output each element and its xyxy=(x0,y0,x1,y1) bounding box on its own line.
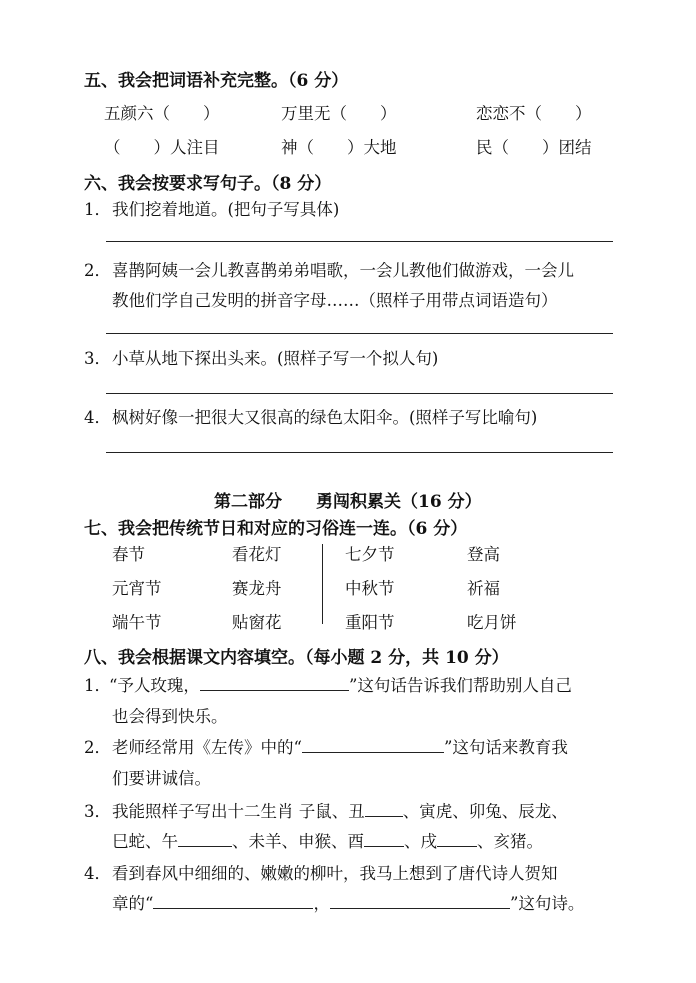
idiom-2: 万里无（ ） xyxy=(281,104,397,123)
s8-q3-blank-ox[interactable] xyxy=(365,800,403,817)
s8-q3-text-a: 我能照样子写出十二生肖 子鼠、丑 xyxy=(112,802,365,821)
s8-q1-blank[interactable] xyxy=(200,674,349,691)
s8-q4-line2 xyxy=(112,890,584,914)
s6-q2-answer-line[interactable] xyxy=(106,333,613,334)
s8-q3-line1 xyxy=(112,798,568,822)
s8-q4-text-d: ”这句诗。 xyxy=(509,894,585,913)
festival-spring[interactable]: 春节 xyxy=(112,545,145,564)
s6-q3-text: 小草从地下探出头来。(照样子写一个拟人句) xyxy=(112,349,439,368)
idiom-5: 神（ ）大地 xyxy=(281,138,397,157)
festival-qixi[interactable]: 七夕节 xyxy=(345,545,395,564)
s8-q2-blank[interactable] xyxy=(302,736,444,753)
s8-q3-number: 3． xyxy=(84,802,111,821)
section7-title: 七、我会把传统节日和对应的习俗连一连。（6 分） xyxy=(84,519,468,539)
festival-lantern[interactable]: 元宵节 xyxy=(112,579,162,598)
s8-q1-number: 1． xyxy=(84,676,111,695)
s8-q2-text-c: 们要讲诚信。 xyxy=(112,769,211,788)
s6-q2-text-line2: 教他们学自己发明的拼音字母……（照样子用带点词语造句） xyxy=(112,291,558,310)
custom-pray[interactable]: 祈福 xyxy=(467,579,500,598)
s8-q3-line2 xyxy=(112,828,543,852)
s8-q3-text-b: 、寅虎、卯兔、辰龙、 xyxy=(402,802,568,821)
custom-paper-cut[interactable]: 贴窗花 xyxy=(232,613,282,632)
part2-title: 第二部分 勇闯积累关（16 分） xyxy=(214,492,482,512)
custom-dragon-boat[interactable]: 赛龙舟 xyxy=(232,579,282,598)
festival-mid-autumn[interactable]: 中秋节 xyxy=(345,579,395,598)
idiom-6: 民（ ）团结 xyxy=(476,138,592,157)
s8-q1-line1 xyxy=(109,672,572,696)
custom-climb[interactable]: 登高 xyxy=(467,545,500,564)
s8-q3-text-d: 、未羊、申猴、酉 xyxy=(232,832,364,851)
s8-q3-blank-rooster[interactable] xyxy=(364,830,404,847)
s8-q3-blank-horse[interactable] xyxy=(178,830,232,847)
s6-q1-text: 我们挖着地道。(把句子写具体) xyxy=(112,200,340,219)
s6-q2-text-line1: 喜鹊阿姨一会儿教喜鹊弟弟唱歌，一会儿教他们做游戏，一会儿 xyxy=(112,261,574,280)
s8-q3-text-c: 巳蛇、午 xyxy=(112,832,178,851)
s6-q4-text: 枫树好像一把很大又很高的绿色太阳伞。(照样子写比喻句) xyxy=(112,408,538,427)
s6-q2-number: 2． xyxy=(84,261,111,280)
s8-q3-text-e: 、戌 xyxy=(404,832,437,851)
s8-q2-line1 xyxy=(112,734,568,758)
section6-title: 六、我会按要求写句子。（8 分） xyxy=(84,174,332,194)
s6-q4-answer-line[interactable] xyxy=(106,452,613,453)
s8-q4-blank-1[interactable] xyxy=(153,892,313,909)
idiom-3: 恋恋不（ ） xyxy=(476,104,592,123)
idiom-4: （ ）人注目 xyxy=(104,138,220,157)
s8-q3-blank-dog[interactable] xyxy=(437,830,477,847)
s8-q4-text-c: ， xyxy=(313,894,330,913)
section8-title: 八、我会根据课文内容填空。（每小题 2 分，共 10 分） xyxy=(84,648,509,668)
s8-q3-text-f: 、亥猪。 xyxy=(477,832,543,851)
s6-q1-number: 1． xyxy=(84,200,111,219)
s6-q3-number: 3． xyxy=(84,349,111,368)
s8-q4-number: 4． xyxy=(84,864,111,883)
s8-q1-text-a: “予人玫瑰， xyxy=(109,676,200,695)
section5-title: 五、我会把词语补充完整。（6 分） xyxy=(84,71,349,91)
s8-q2-text-b: ”这句话来教育我 xyxy=(443,738,568,757)
custom-mooncake[interactable]: 吃月饼 xyxy=(467,613,517,632)
s8-q2-text-a: 老师经常用《左传》中的“ xyxy=(112,738,302,757)
custom-lanterns[interactable]: 看花灯 xyxy=(232,545,282,564)
s8-q2-number: 2． xyxy=(84,738,111,757)
s8-q4-text-a: 看到春风中细细的、嫩嫩的柳叶，我马上想到了唐代诗人贺知 xyxy=(112,864,558,883)
festival-dragon-boat[interactable]: 端午节 xyxy=(112,613,162,632)
s6-q3-answer-line[interactable] xyxy=(106,393,613,394)
s8-q1-text-c: 也会得到快乐。 xyxy=(112,707,228,726)
s6-q1-answer-line[interactable] xyxy=(106,241,613,242)
idiom-1: 五颜六（ ） xyxy=(104,104,220,123)
s8-q1-text-b: ”这句话告诉我们帮助别人自己 xyxy=(348,676,572,695)
s8-q4-text-b: 章的“ xyxy=(112,894,154,913)
festival-double-ninth[interactable]: 重阳节 xyxy=(345,613,395,632)
s8-q4-blank-2[interactable] xyxy=(330,892,510,909)
divider-line xyxy=(322,544,323,624)
s6-q4-number: 4． xyxy=(84,408,111,427)
